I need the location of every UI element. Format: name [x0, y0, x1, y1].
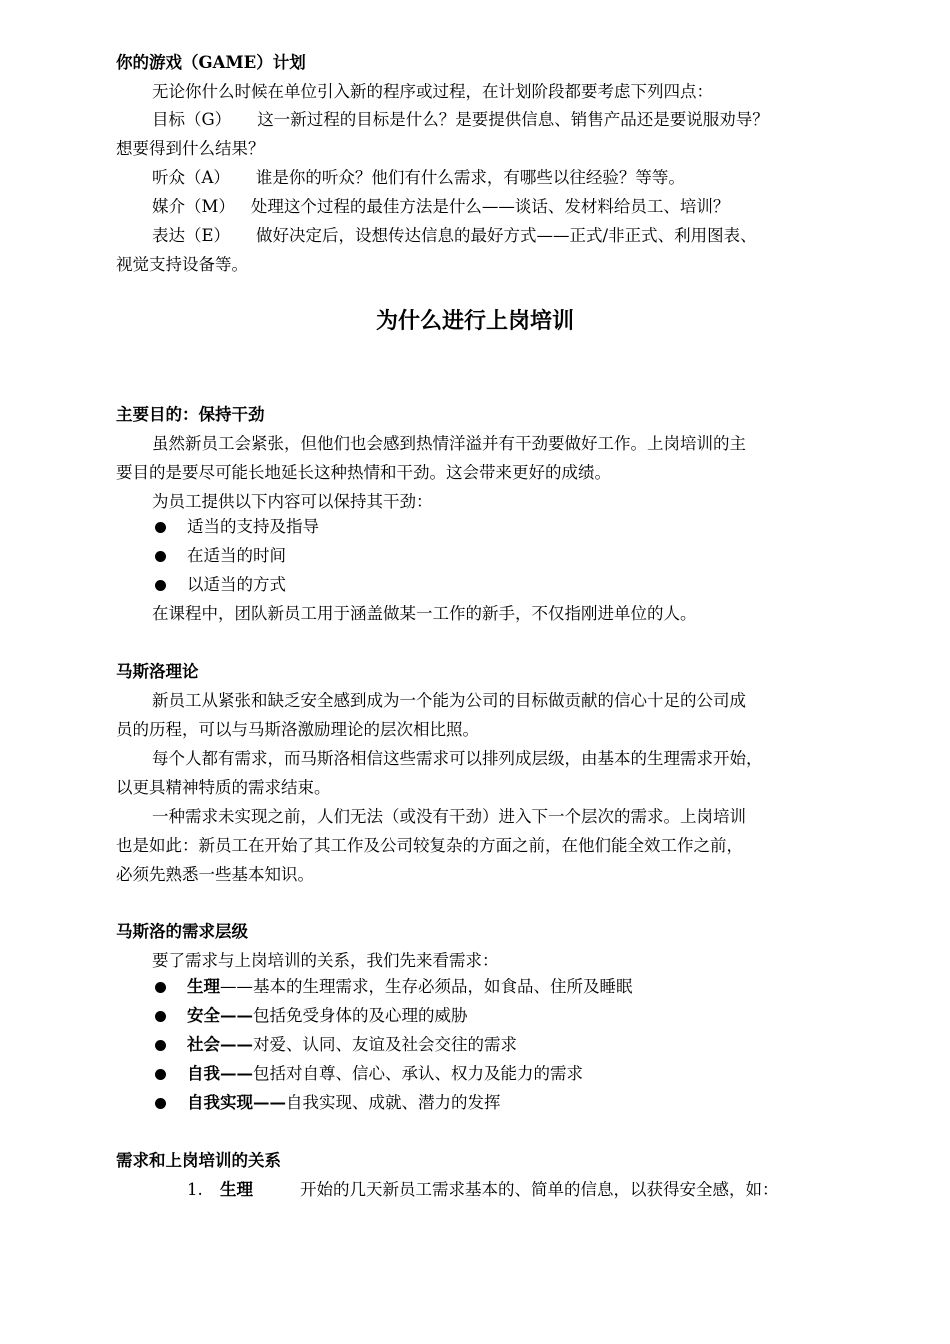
main-purpose-p3: 在课程中，团队新员工用于涵盖做某一工作的新手，不仅指刚进单位的人。: [152, 604, 697, 623]
maslow-p3-line3: 必须先熟悉一些基本知识。: [116, 865, 314, 884]
bullet-dot: [155, 1098, 166, 1109]
game-audience-line: [152, 167, 685, 189]
list-item: [187, 1092, 501, 1114]
need-desc: ——基本的生理需求，生存必须品，如食品、住所及睡眠: [220, 977, 633, 996]
list-item: 在适当的时间: [187, 546, 286, 565]
audience-text: 谁是你的听众？他们有什么需求，有哪些以往经验？等等。: [255, 168, 685, 187]
game-plan-heading: 你的游戏（GAME）计划: [116, 53, 306, 72]
expression-text: 做好决定后，设想传达信息的最好方式——正式/非正式、利用图表、: [256, 226, 757, 245]
audience-label: 听众（A）: [152, 168, 230, 187]
medium-text: 处理这个过程的最佳方法是什么——谈话、发材料给员工、培训？: [250, 197, 730, 216]
main-purpose-heading: 主要目的：保持干劲: [116, 405, 265, 424]
expression-label: 表达（E）: [152, 226, 231, 245]
goal-text-continued: 想要得到什么结果？: [116, 139, 265, 158]
hierarchy-intro: 要了需求与上岗培训的关系，我们先来看需求：: [152, 951, 499, 970]
goal-label: 目标（G）: [152, 110, 232, 129]
need-term: 安全——: [187, 1006, 253, 1025]
bullet-dot: [155, 580, 166, 591]
need-term: 生理: [187, 977, 220, 996]
relation-item-term: 生理: [220, 1180, 253, 1199]
bullet-dot: [155, 1011, 166, 1022]
need-term: 自我实现——: [187, 1093, 286, 1112]
game-plan-intro: 无论你什么时候在单位引入新的程序或过程，在计划阶段都要考虑下列四点：: [152, 82, 713, 101]
need-term: 社会——: [187, 1035, 253, 1054]
game-medium-line: [152, 196, 729, 218]
relation-heading: 需求和上岗培训的关系: [116, 1151, 281, 1170]
maslow-p2-line1: 每个人都有需求，而马斯洛相信这些需求可以排列成层级，由基本的生理需求开始，: [152, 749, 763, 768]
main-purpose-p2: 为员工提供以下内容可以保持其干劲：: [152, 492, 433, 511]
need-desc: 包括免受身体的及心理的威胁: [253, 1006, 468, 1025]
page-title: 为什么进行上岗培训: [375, 308, 574, 334]
relation-item-number: 1.: [187, 1180, 203, 1199]
bullet-dot: [155, 1069, 166, 1080]
list-item: [187, 1034, 517, 1056]
game-expression-line: [152, 225, 757, 247]
expression-text-continued: 视觉支持设备等。: [116, 255, 248, 274]
goal-text: 这一新过程的目标是什么？是要提供信息、销售产品还是要说服劝导？: [257, 110, 769, 129]
need-desc: 包括对自尊、信心、承认、权力及能力的需求: [253, 1064, 583, 1083]
bullet-dot: [155, 522, 166, 533]
need-desc: 自我实现、成就、潜力的发挥: [286, 1093, 501, 1112]
medium-label: 媒介（M）: [152, 197, 235, 216]
bullet-dot: [155, 551, 166, 562]
maslow-p1-line2: 员的历程，可以与马斯洛激励理论的层次相比照。: [116, 720, 479, 739]
main-purpose-p1-line2: 要目的是要尽可能长地延长这种热情和干劲。这会带来更好的成绩。: [116, 463, 611, 482]
maslow-p3-line1: 一种需求未实现之前，人们无法（或没有干劲）进入下一个层次的需求。上岗培训: [152, 807, 746, 826]
need-desc: 对爱、认同、友谊及社会交往的需求: [253, 1035, 517, 1054]
relation-item-text: 开始的几天新员工需求基本的、简单的信息，以获得安全感，如：: [300, 1180, 779, 1199]
list-item: 适当的支持及指导: [187, 517, 319, 536]
need-term: 自我——: [187, 1064, 253, 1083]
list-item: [187, 976, 633, 998]
maslow-p1-line1: 新员工从紧张和缺乏安全感到成为一个能为公司的目标做贡献的信心十足的公司成: [152, 691, 746, 710]
hierarchy-heading: 马斯洛的需求层级: [116, 922, 248, 941]
list-item: [187, 1005, 468, 1027]
maslow-p3-line2: 也是如此：新员工在开始了其工作及公司较复杂的方面之前，在他们能全效工作之前，: [116, 836, 743, 855]
main-purpose-p1-line1: 虽然新员工会紧张，但他们也会感到热情洋溢并有干劲要做好工作。上岗培训的主: [152, 434, 746, 453]
game-goal-line: [152, 109, 769, 131]
list-item: 以适当的方式: [187, 575, 286, 594]
maslow-p2-line2: 以更具精神特质的需求结束。: [116, 778, 331, 797]
list-item: [187, 1063, 583, 1085]
bullet-dot: [155, 1040, 166, 1051]
maslow-theory-heading: 马斯洛理论: [116, 662, 199, 681]
bullet-dot: [155, 982, 166, 993]
